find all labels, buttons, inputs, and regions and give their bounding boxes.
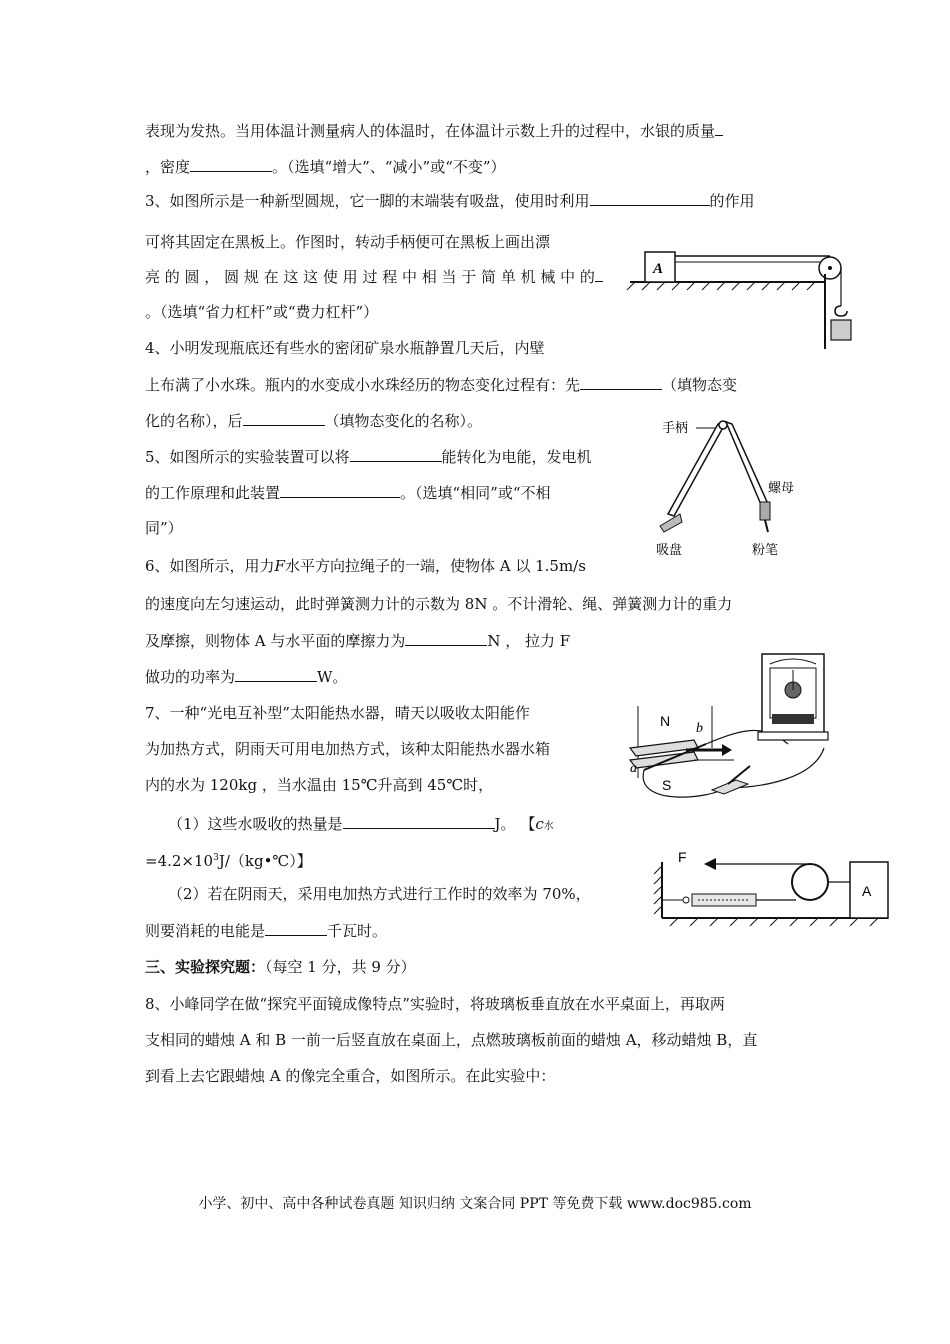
answer-blank[interactable] [235,666,317,682]
text-line: 化的名称），后 （填物态变化的名称）。 [145,412,483,430]
section-3-title: 三、实验探究题：（每空 1 分，共 9 分） [145,958,416,976]
answer-blank[interactable] [580,374,662,390]
block-a-label: A [862,883,872,899]
suction-label: 吸盘 [656,542,683,557]
text-line: 支相同的蜡烛 A 和 B 一前一后竖直放在桌面上，点燃玻璃板前面的蜡烛 A，移动蜡烛 B，直 [145,1031,758,1049]
pulley-block-figure [625,244,865,354]
answer-blank[interactable] [243,410,325,426]
text-line: 亮 的 圆 ， 圆 规 在 这 这 使 用 过 程 中 相 当 于 简 单 机 械 中 的 [145,266,603,287]
question-8: 8、小峰同学在做“探究平面镜成像特点”实验时，将玻璃板垂直放在水平桌面上，再取两 [145,995,725,1013]
page-footer: 小学、初中、高中各种试卷真题 知识归纳 文案合同 PPT 等免费下载 www.doc985.com [198,1196,752,1212]
question-4: 4、小明发现瓶底还有些水的密闭矿泉水瓶静置几天后，内壁 [145,339,545,357]
answer-blank[interactable] [343,813,495,829]
question-7: 7、一种“光电互补型”太阳能热水器，晴天以吸收太阳能作 [145,704,530,722]
answer-blank[interactable] [715,120,723,136]
nut-label: 螺母 [768,480,795,495]
block-a-label: A [653,261,664,277]
question-5: 5、如图所示的实验装置可以将 能转化为电能，发电机 [145,448,592,466]
text-line: 。（选填“省力杠杆”或“费力杠杆”） [145,303,379,321]
text-line: 内的水为 120kg ，当水温由 15℃升高到 45℃时， [145,776,494,794]
text-line: 表现为发热。当用体温计测量病人的体温时，在体温计示数上升的过程中，水银的质量 [145,120,723,141]
text-line: 上布满了小水珠。瓶内的水变成小水珠经历的物态变化过程有：先 （填物态变 [145,376,738,394]
chalk-label: 粉笔 [752,542,779,557]
point-b-label: b [696,721,703,736]
text-line: 同”） [145,519,183,537]
text-line: 为加热方式，阴雨天可用电加热方式，该种太阳能热水器水箱 [145,740,551,758]
answer-blank[interactable] [350,446,442,462]
answer-blank[interactable] [590,190,710,206]
force-f-label: F [678,849,687,865]
answer-blank[interactable] [595,266,603,282]
point-a-label: a [630,761,637,776]
text-line: 及摩擦，则物体 A 与水平面的摩擦力为 N ， 拉力 F [145,632,571,650]
answer-blank[interactable] [280,482,400,498]
text-line: 的工作原理和此装置 。（选填“相同”或“不相 [145,484,551,502]
text-line: ，密度 。（选填“增大”、“减小”或“不变”） [145,158,506,176]
answer-blank[interactable] [405,630,487,646]
compass-figure [656,414,806,564]
answer-blank[interactable] [265,920,327,936]
text-line: 做功的功率为 W。 [145,668,348,686]
north-label: N [660,713,671,729]
question-3: 3、如图所示是一种新型圆规，它一脚的末端装有吸盘，使用时利用 的作用 [145,192,755,210]
text-line: $=4.2\times 10^3J/(kg•℃)$】 [145,852,312,870]
text-line: （1）这些水吸收的热量是 J。 【c水 [168,815,554,833]
generator-figure [624,648,854,808]
answer-blank[interactable] [190,156,272,172]
text-line: 的速度向左匀速运动，此时弹簧测力计的示数为 8N 。不计滑轮、绳、弹簧测力计的重力 [145,595,733,613]
south-label: S [662,777,672,793]
text-line: 可将其固定在黑板上。作图时，转动手柄便可在黑板上画出漂 [145,233,551,251]
text-line: 到看上去它跟蜡烛 A 的像完全重合，如图所示。在此实验中： [145,1067,556,1085]
text-line: （2）若在阴雨天，采用电加热方式进行工作时的效率为 70%， [168,885,591,903]
handle-label: 手柄 [662,420,689,435]
text-line: 则要消耗的电能是 千瓦时。 [145,922,388,940]
question-6: 6、如图所示，用力F水平方向拉绳子的一端，使物体 A 以 1.5m/s [145,557,586,575]
pulley-spring-figure [648,848,893,938]
